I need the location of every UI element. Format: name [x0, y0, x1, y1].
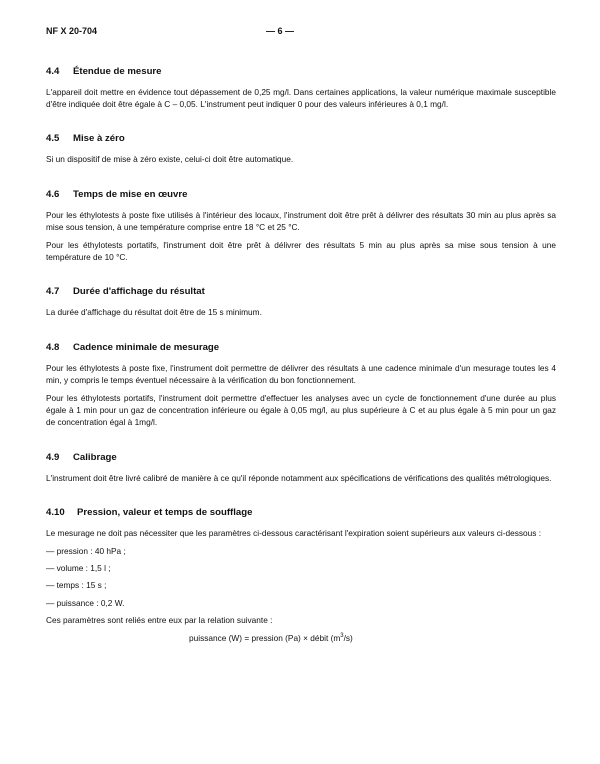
section-number: 4.7 [46, 286, 60, 298]
section-title: Pression, valeur et temps de soufflage [77, 506, 253, 518]
section-heading [46, 189, 556, 200]
section-heading [46, 452, 556, 463]
section-4-9 [46, 452, 556, 484]
section-4-10 [46, 507, 556, 644]
paragraph: Ces paramètres sont reliés entre eux par la relation suivante : [46, 614, 273, 625]
section-number: 4.9 [46, 451, 60, 463]
section-heading [46, 507, 556, 518]
list-item: — volume : 1,5 l ; [46, 563, 111, 574]
list-item: — temps : 15 s ; [46, 580, 107, 591]
section-title: Temps de mise en œuvre [73, 188, 188, 200]
section-4-5 [46, 133, 556, 165]
paragraph: Le mesurage ne doit pas nécessiter que les paramètres ci-dessous caractérisant l'expiration soient supérieurs aux valeurs ci-dessous : [46, 527, 542, 538]
section-4-8 [46, 342, 556, 429]
section-heading [46, 342, 556, 353]
paragraph: La durée d'affichage du résultat doit être de 15 s minimum. [46, 307, 262, 318]
page-number: — 6 — [266, 26, 295, 36]
list-item: — pression : 40 hPa ; [46, 546, 126, 557]
section-title: Cadence minimale de mesurage [73, 341, 220, 353]
section-heading [46, 286, 556, 297]
section-4-4 [46, 66, 556, 110]
section-title: Étendue de mesure [73, 66, 162, 77]
section-heading [46, 66, 556, 77]
paragraph: Si un dispositif de mise à zéro existe, celui-ci doit être automatique. [46, 154, 294, 165]
paragraph: Pour les éthylotests portatifs, l'instrument doit permettre d'effectuer les analyses avec un cycle de fonctionnement d'une durée au plus égale à 1 min pour un gaz de concentration inférieure ou égale à 0,05 mg/l, au plus supérieure à C et au plus égale à 5 min pour un gaz de concentration égal à 1mg/l. [46, 393, 556, 428]
section-number: 4.10 [46, 506, 65, 518]
paragraph: L'instrument doit être livré calibré de manière à ce qu'il réponde notamment aux spécifications de vérifications des qualités métrologiques. [46, 472, 552, 483]
section-number: 4.8 [46, 341, 60, 353]
document-reference: NF X 20-704 [46, 26, 98, 36]
section-number: 4.4 [46, 66, 60, 77]
section-title: Calibrage [73, 451, 117, 463]
formula-main: puissance (W) = pression (Pa) × débit (m [189, 633, 341, 644]
paragraph: L'appareil doit mettre en évidence tout dépassement de 0,25 mg/l. Dans certaines applications, la valeur numérique maximale susceptible d'être indiquée doit être égale à C – 0,05. L'instrument peut indiquer 0 pour des valeurs inférieures à 0,1 mg/l. [46, 87, 556, 110]
formula [189, 632, 556, 644]
section-4-6 [46, 189, 556, 264]
section-number: 4.5 [46, 133, 60, 145]
paragraph: Pour les éthylotests à poste fixe, l'instrument doit permettre de délivrer des résultats à une cadence minimale d'un mesurage toutes les 4 min, y compris le temps éventuel nécessaire à la vérification du bon fonctionnement. [46, 362, 556, 385]
section-heading [46, 133, 556, 144]
paragraph: Pour les éthylotests à poste fixe utilisés à l'intérieur des locaux, l'instrument doit être prêt à délivrer des résultats 30 min au plus après sa mise sous tension, à une température comprise entre 18 °C et 25 °C. [46, 209, 556, 232]
paragraph: Pour les éthylotests portatifs, l'instrument doit être prêt à délivrer des résultats 5 min au plus après sa mise sous tension à une température de 10 °C. [46, 240, 556, 263]
section-title: Durée d'affichage du résultat [73, 286, 205, 298]
section-title: Mise à zéro [73, 133, 125, 145]
section-number: 4.6 [46, 188, 60, 200]
formula-end: /s) [343, 633, 353, 644]
section-4-7 [46, 286, 556, 318]
formula-exponent: 3 [340, 633, 344, 640]
document-body [46, 66, 556, 667]
list-item: — puissance : 0,2 W. [46, 597, 125, 608]
